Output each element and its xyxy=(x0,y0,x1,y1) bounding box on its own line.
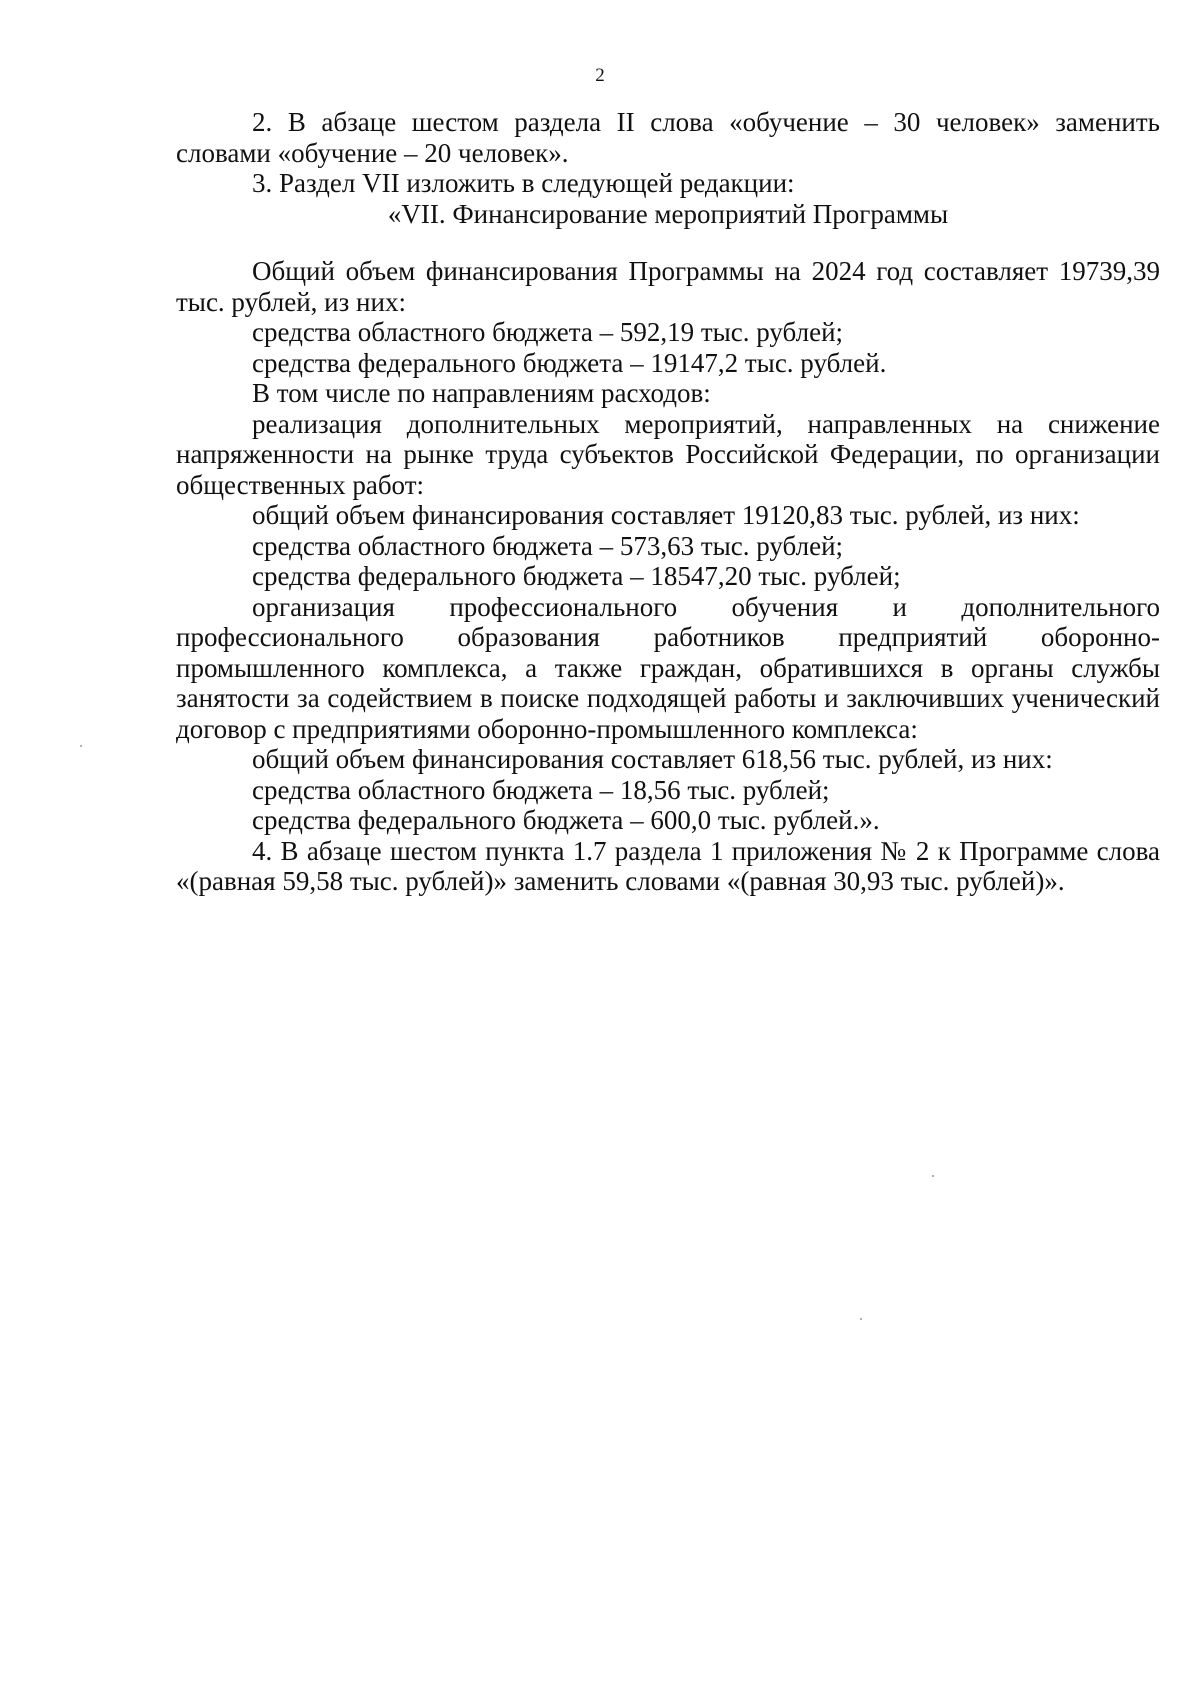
expense-directions-intro: В том числе по направлениям расходов: xyxy=(252,378,711,408)
training-federal: средства федерального бюджета – 600,0 тыс. рублей.». xyxy=(252,805,880,835)
paragraph-item-2: 2. В абзаце шестом раздела II слова «обучение – 30 человек» заменить словами «обучение – 20 человек». xyxy=(176,107,1160,168)
paragraph-item-3: 3. Раздел VII изложить в следующей редакции: xyxy=(252,168,795,198)
total-financing-paragraph: Общий объем финансирования Программы на 2024 год составляет 19739,39 тыс. рублей, из них: xyxy=(176,256,1160,317)
paragraph-item-4: 4. В абзаце шестом пункта 1.7 раздела 1 приложения № 2 к Программе слова «(равная 59,58 тыс. рублей)» заменить словами «(равная 30,93 тыс. рублей)». xyxy=(176,835,1160,896)
page-number: 2 xyxy=(595,65,605,86)
scan-speck xyxy=(860,1318,862,1320)
document-body xyxy=(176,107,1160,897)
training-regional: средства областного бюджета – 18,56 тыс. рублей; xyxy=(252,774,830,805)
scan-speck xyxy=(80,745,82,747)
regional-budget-line: средства областного бюджета – 592,19 тыс. рублей; xyxy=(252,317,844,347)
public-works-direction: реализация дополнительных мероприятий, направленных на снижение напряженности на рынке труда субъектов Российской Федерации, по организации общественных работ: xyxy=(176,408,1160,500)
public-works-regional: средства областного бюджета – 573,63 тыс. рублей; xyxy=(252,530,844,561)
section-heading: «VII. Финансирование мероприятий Программы xyxy=(387,198,949,229)
heading-gap xyxy=(176,229,1160,256)
federal-budget-line: средства федерального бюджета – 19147,2 тыс. рублей. xyxy=(252,347,887,378)
training-direction: организация профессионального обучения и дополнительного профессионального образования работников предприятий оборонно-промышленного комплекса, а также граждан, обратившихся в органы службы занятости за содействием в поиске подходящей работы и заключивших ученический договор с предприятиями оборонно-промышленного комплекса: xyxy=(176,591,1160,744)
public-works-federal: средства федерального бюджета – 18547,20 тыс. рублей; xyxy=(252,561,901,591)
public-works-total: общий объем финансирования составляет 19120,83 тыс. рублей, из них: xyxy=(252,500,1080,530)
scan-speck xyxy=(932,1175,934,1177)
training-total: общий объем финансирования составляет 618,56 тыс. рублей, из них: xyxy=(252,744,1053,774)
